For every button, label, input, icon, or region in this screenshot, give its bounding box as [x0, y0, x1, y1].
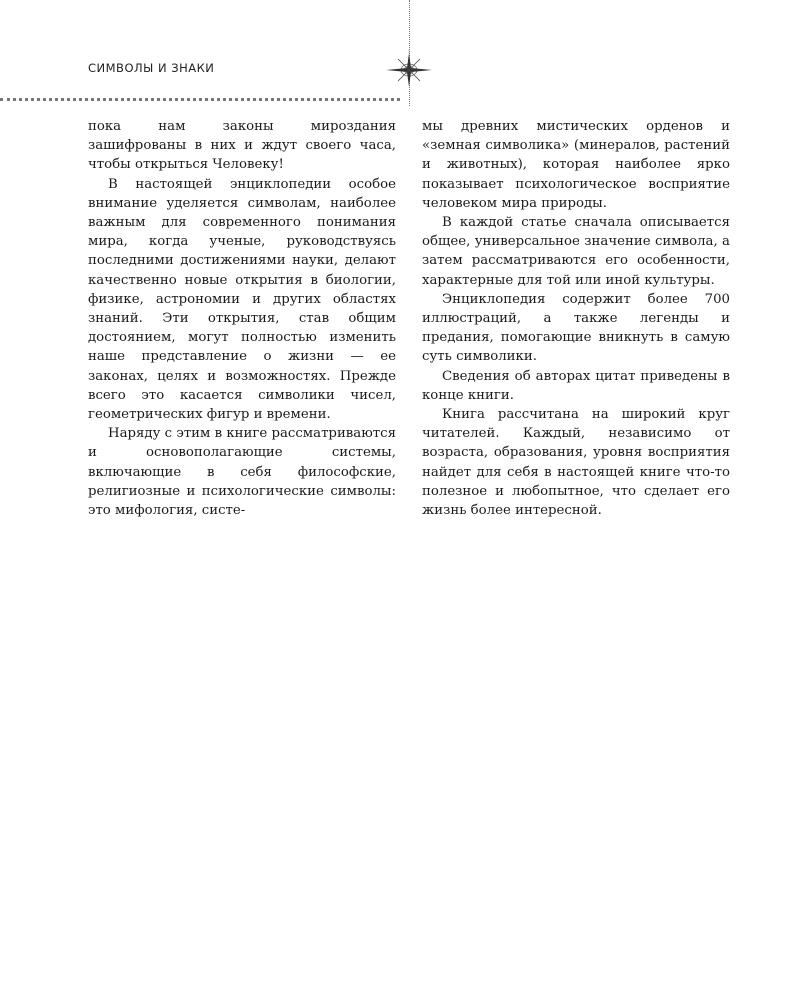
running-title: СИМВОЛЫ И ЗНАКИ [88, 61, 215, 75]
left-text-column [88, 117, 396, 520]
paragraph: Наряду с этим в книге рассматриваются и основополагающие системы, включающие в себя философские, религиозные и психологические символы: это мифология, систе- [88, 426, 396, 519]
paragraph: Энциклопедия содержит более 700 иллюстраций, а также легенды и предания, помогающие вникнуть в самую суть символики. [422, 291, 730, 365]
right-text-column [422, 117, 730, 520]
paragraph: мы древних мистических орденов и «земная символика» (минералов, растений и животных), которая наиболее ярко показывает психологическое восприятие человеком мира природы. [422, 119, 730, 211]
compass-star-icon [384, 50, 434, 90]
paragraph: Сведения об авторах цитат приведены в конце книги. [422, 368, 730, 403]
paragraph: Книга рассчитана на широкий круг читателей. Каждый, независимо от возраста, образования, уровня восприятия найдет для себя в настоящей книге что-то полезное и любопытное, что сделает его жизнь более интересной. [422, 407, 730, 519]
horizontal-dotted-rule [0, 98, 400, 101]
paragraph: В настоящей энциклопедии особое внимание уделяется символам, наиболее важным для современного понимания мира, когда ученые, руководствуясь последними достижениями науки, делают качественно новые открытия в биологии, физике, астрономии и других областях знаний. Эти открытия, став общим достоянием, могут полностью изменить наше представление о жизни — ее законах, целях и возможностях. Прежде всего это касается символики чисел, геометрических фигур и времени. [88, 176, 396, 423]
paragraph: пока нам законы мироздания зашифрованы в них и ждут своего часа, чтобы открыться Человеку! [88, 119, 396, 173]
paragraph: В каждой статье сначала описывается общее, универсальное значение символа, а затем рассматриваются его особенности, характерные для той или иной культуры. [422, 215, 730, 288]
